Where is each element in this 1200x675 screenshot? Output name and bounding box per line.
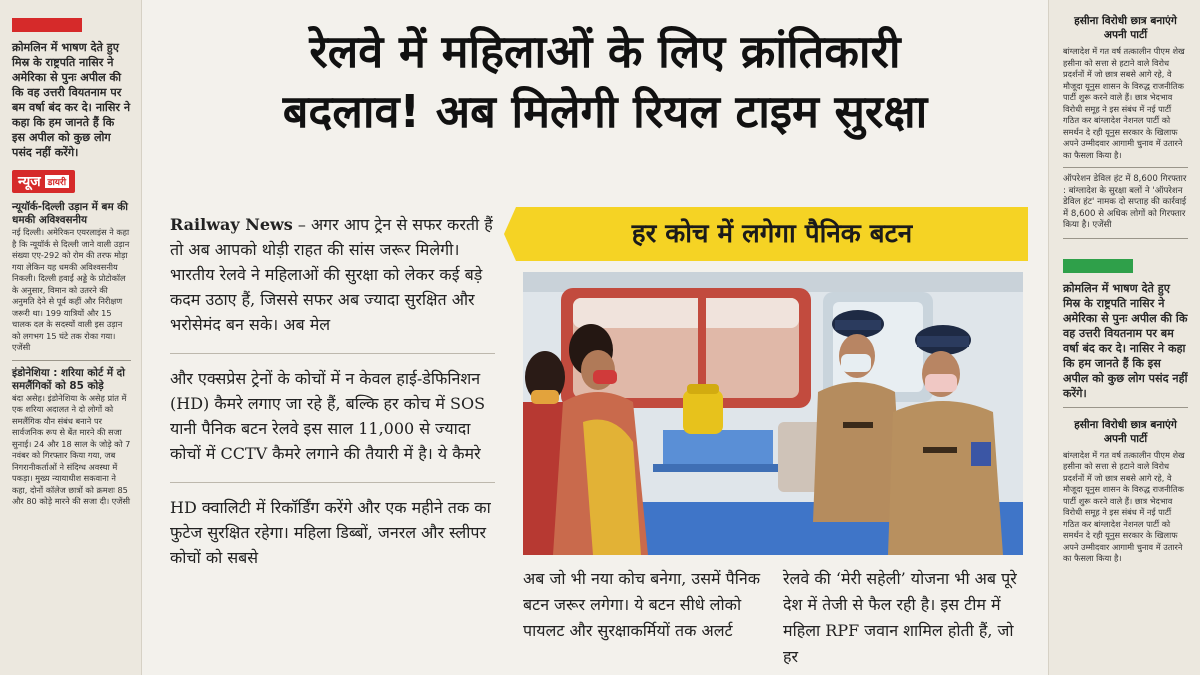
left-news1-title: न्यूयॉर्क-दिल्ली उड़ान में बम की धमकी अविश्वसनीय xyxy=(12,201,128,226)
article-photo xyxy=(523,272,1023,555)
right-side-column xyxy=(1048,0,1200,675)
left-news2-body: बंदा असेह। इंडोनेशिया के असेह प्रांत में एक शरिया अदालत ने दो लोगों को समलैंगिक यौन संबंध बनाने पर सार्वजनिक रूप से बेंत मारने की सजा सुनाई। 24 और 18 साल के जोड़े को 7 नवंबर को गिरफ्तार किया गया, जब निगरानीकर्ताओं ने संदिग्ध अवस्था में पकड़ा। मुख्य न्यायाधीश सकवाना ने कहा, दोनों कॉलेज छात्रों को क्रमशः 85 और 80 कोड़े मारने की सजा दी। एजेंसी xyxy=(12,392,131,506)
right-divider-3 xyxy=(1063,407,1188,408)
left-news1-body: नई दिल्ली। अमेरिकन एयरलाइंस ने कहा है कि न्यूयॉर्क से दिल्ली जाने वाली उड़ान संख्या एए-292 को रोम की तरफ मोड़ा गया लेकिन यह धमकी अविश्वसनीय निकली। दिल्ली हवाई अड्डे के प्रोटोकॉल के अनुसार, विमान को उतरने की अनुमति देने से पूर्व कहीं और निरीक्षण जरूरी था। 199 यात्रियों और 15 चालक दल के सदस्यों वाली इस उड़ान को लगभग 15 घंटे तक रोका गया। एजेंसी xyxy=(12,227,130,352)
diary-label: न्यूज xyxy=(18,174,41,190)
page-headline xyxy=(160,22,1050,142)
headline-line-1: रेलवे में महिलाओं के लिए क्रांतिकारी xyxy=(309,25,901,78)
right-news3-body: बांग्लादेश में गत वर्ष तत्कालीन पीएम शेख हसीना को सत्ता से हटाने वाले विरोध प्रदर्शनों में जो छात्र सबसे आगे रहे, वे मौजूदा यूनुस शासन के विरुद्ध राजनीतिक पार्टी शुरू करने वाले हैं। छात्र भेदभाव विरोधी समूह ने इस संबंध में नई पार्टी गठित कर बांग्लादेश नेशनल पार्टी को समर्थन दे रही यूनुस सरकार के खिलाफ अपने उम्मीदवार आगामी चुनाव में उतारने का फैसला किया है। xyxy=(1063,449,1185,563)
column-divider-2 xyxy=(170,482,495,483)
photo-illustration xyxy=(523,272,1023,555)
red-label-bar xyxy=(12,18,82,32)
subheading-text: हर कोच में लगेगा पैनिक बटन xyxy=(631,219,913,249)
column-divider-1 xyxy=(170,353,495,354)
article-para-5: रेलवे की ‘मेरी सहेली’ योजना भी अब पूरे देश में तेजी से फैल रही है। इस टीम में महिला RPF जवान शामिल होती हैं, जो हर xyxy=(783,569,1017,666)
article-column-3 xyxy=(783,566,1033,670)
right-divider-1 xyxy=(1063,167,1188,168)
left-brief: क्रोमलिन में भाषण देते हुए मिस्र के राष्ट्रपति नासिर ने अमेरिका से पुनः अपील की कि वह उत्तरी वियतनाम पर बम वर्षा बंद कर दे। नासिर ने कहा कि हम जानते हैं कि इस अपील को कुछ लोग पसंद नहीं करेंगे। xyxy=(12,41,131,159)
para-1-text: – अगर आप ट्रेन से सफर करती हैं तो अब आपको थोड़ी राहत की सांस जरूर मिलेगी। भारतीय रेलवे ने महिलाओं की सुरक्षा को लेकर कई बड़े कदम उठाए हैं, जिससे सफर अब ज्यादा सुरक्षित और भरोसेमंद बन सके। अब मेल xyxy=(170,215,493,334)
news-diary-badge xyxy=(12,170,75,193)
left-divider xyxy=(12,360,131,361)
right-news1-body: बांग्लादेश में गत वर्ष तत्कालीन पीएम शेख हसीना को सत्ता से हटाने वाले विरोध प्रदर्शनों में जो छात्र सबसे आगे रहे, वे मौजूदा यूनुस शासन के विरुद्ध राजनीतिक पार्टी शुरू करने वाले हैं। छात्र भेदभाव विरोधी समूह ने इस संबंध में नई पार्टी गठित कर बांग्लादेश नेशनल पार्टी को समर्थन दे रही यूनुस सरकार के खिलाफ अपने उम्मीदवार आगामी चुनाव में उतारने का फैसला किया है। xyxy=(1063,46,1185,160)
left-news2-title: इंडोनेशिया : शरिया कोर्ट में दो समलैंगिकों को 85 कोड़े xyxy=(12,366,125,392)
lead-label: Railway News xyxy=(170,215,293,234)
article-para-4: अब जो भी नया कोच बनेगा, उसमें पैनिक बटन जरूर लगेगा। ये बटन सीधे लोको पायलट और सुरक्षाकर्मियों तक अलर्ट xyxy=(523,569,761,640)
article-para-1 xyxy=(170,212,495,337)
headline-line-2: बदलाव! अब मिलेगी रियल टाइम सुरक्षा xyxy=(282,85,928,138)
article-para-3: HD क्वालिटी में रिकॉर्डिंग करेंगे और एक महीने तक का फुटेज सुरक्षित रहेगा। महिला डिब्बों, जनरल और स्लीपर कोचों को सबसे xyxy=(170,498,491,567)
right-news2-body: ऑपरेशन डेविल हंट में 8,600 गिरफ्तार : बांग्लादेश के सुरक्षा बलों ने 'ऑपरेशन डेविल हंट' नामक दो सप्ताह की कार्रवाई में 8,600 से अधिक लोगों को गिरफ्तार किया है। एजेंसी xyxy=(1063,174,1187,230)
right-news3-title: हसीना विरोधी छात्र बनाएंगे अपनी पार्टी xyxy=(1074,418,1177,445)
right-news1-title: हसीना विरोधी छात्र बनाएंगे अपनी पार्टी xyxy=(1074,15,1177,41)
article-column-2 xyxy=(523,566,771,644)
article-column-1 xyxy=(170,212,495,570)
diary-sub-label: डायरी xyxy=(45,175,69,188)
right-divider-2 xyxy=(1063,238,1188,239)
green-label-bar xyxy=(1063,259,1133,273)
left-side-column xyxy=(0,0,142,675)
article-para-2: और एक्सप्रेस ट्रेनों के कोचों में न केवल हाई-डेफिनिशन (HD) कैमरे लगाए जा रहे हैं, बल्कि हर कोच में SOS यानी पैनिक बटन रेलवे इस साल 11,000 से ज्यादा कोचों में CCTV कैमरे लगाने की तैयारी में है। ये कैमरे xyxy=(170,369,486,463)
subheading-banner xyxy=(516,207,1028,261)
right-brief: क्रोमलिन में भाषण देते हुए मिस्र के राष्ट्रपति नासिर ने अमेरिका से पुनः अपील की कि वह उत्तरी वियतनाम पर बम वर्षा बंद कर दे। नासिर ने कहा कि हम जानते हैं कि इस अपील को कुछ लोग पसंद नहीं करेंगे। xyxy=(1063,281,1188,400)
